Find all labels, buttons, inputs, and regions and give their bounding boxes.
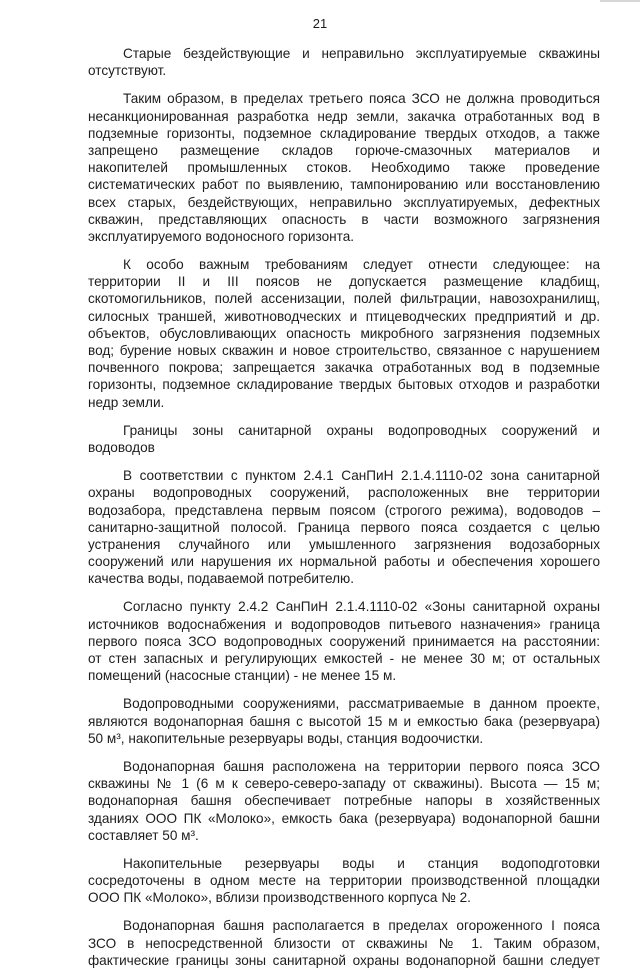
text-line: сооружений или нарушения их нормальной работы и обеспечения хорошего [88,554,600,570]
text-line: территории II и III поясов не допускается размещение кладбищ, [88,274,600,290]
text-line: скважин, представляющих опасность в части возможного загрязнения [88,211,600,227]
text-line: санитарно-защитной полосой. Граница первого пояса создается с целью [88,519,600,535]
text-line: Таким образом, в пределах третьего пояса ЗСО не должна проводиться [123,91,600,107]
text-line: ООО ПК «Молоко», вблизи производственного корпуса № 2. [88,890,471,906]
heading-line: водоводов [88,439,155,455]
text-line: почвенного покрова; запрещается закачка отработанных вод в подземные [88,360,600,376]
text-line: Водонапорная башня расположена на территории первого пояса ЗСО [123,758,600,774]
scan-edge-mark [600,0,640,2]
text-line: К особо важным требованиям следует отнести следующее: на [123,257,600,273]
paragraph [88,90,600,245]
paragraph [88,917,600,969]
text-line: сосредоточены в одном месте на территории производственной площадки [88,873,600,889]
document-body [88,45,600,980]
text-line: от стен запасных и регулирующих емкостей - не менее 30 м; от остальных [88,651,600,666]
text-line: устранения случайного или умышленного загрязнения водозаборных [88,536,600,552]
text-line: скотомогильников, полей ассенизации, полей фильтрации, навозохранилищ, [88,291,600,307]
text-line: зданиях ООО ПК «Молоко», емкость бака (резервуара) водонапорной башни [88,810,600,826]
text-line: систематических работ по выявлению, тампонированию или восстановлению [88,177,600,193]
text-line: Накопительные резервуары воды и станция водоподготовки [123,855,600,871]
text-line: эксплуатируемого водоносного горизонта. [88,228,355,244]
text-line: Согласно пункту 2.4.2 СанПиН 2.1.4.1110-02 «Зоны санитарной охраны [123,599,600,615]
paragraph [88,45,600,79]
text-line: объектов, обусловливающих опасность микробного загрязнения подземных [88,325,600,341]
text-line: первого пояса ЗСО водопроводных сооружений принимается на расстоянии: [88,633,600,649]
text-line: ЗСО в непосредственной близости от скважины № 1. Таким образом, [88,935,600,951]
text-line: Водопроводными сооружениями, рассматриваемые в данном проекте, [123,696,600,712]
text-line: всех старых, бездействующих, неправильно эксплуатируемых, дефектных [88,194,600,210]
text-line: источников водоснабжения и водопроводов питьевого назначения» граница [88,616,600,632]
section-heading [88,422,600,456]
text-line: скважины № 1 (6 м к северо-северо-западу от скважины). Высота — 15 м; [88,776,600,792]
text-line: В соответствии с пунктом 2.4.1 СанПиН 2.1.4.1110-02 зона санитарной [123,468,600,484]
text-line: 50 м³, накопительные резервуары воды, станция водоочистки. [88,730,484,746]
paragraph [88,467,600,587]
text-line: составляет 50 м³. [88,827,199,843]
text-line: недр земли. [88,394,165,410]
text-line: охраны водопроводных сооружений, расположенных вне территории [88,485,600,501]
paragraph [88,758,600,844]
text-line: горизонты, подземное складирование твердых бытовых отходов и разработки [88,377,600,393]
text-line: силосных траншей, животноводческих и птицеводческих предприятий и др. [88,308,600,324]
text-line: фактические границы зоны санитарной охраны водонапорной башни следует [88,952,600,968]
text-line: водонапорная башня обеспечивает потребные напоры в хозяйственных [88,793,600,809]
text-line: Старые бездействующие и неправильно эксплуатируемые скважины [123,46,600,61]
text-line: качества воды, подаваемой потребителю. [88,571,355,587]
text-line: отсутствуют. [88,63,167,79]
text-line: подземные горизонты, подземное складирование твердых отходов, а также [88,125,600,141]
text-line: вод; бурение новых скважин и новое строительство, связанное с нарушением [88,343,600,358]
paragraph [88,855,600,907]
text-line: накопителей промышленных стоков. Необходимо также проведение [88,160,600,176]
heading-line: Границы зоны санитарной охраны водопроводных сооружений и [123,422,600,438]
text-line: являются водонапорная башня с высотой 15 м и емкостью бака (резервуара) [88,713,600,729]
text-line: водозабора, представлена первым поясом (строгого режима), водоводов – [88,502,600,518]
text-line: несанкционированная разработка недр земли, закачка отработанных вод в [88,108,600,124]
text-line: Водонапорная башня располагается в пределах огороженного I пояса [123,918,600,934]
text-line: запрещено размещение складов горюче-смазочных материалов и [88,142,600,158]
page-number: 21 [312,16,328,31]
text-line: помещений (насосные станции) - не менее 15 м. [88,668,397,684]
paragraph [88,256,600,411]
paragraph [88,695,600,747]
paragraph [88,598,600,684]
